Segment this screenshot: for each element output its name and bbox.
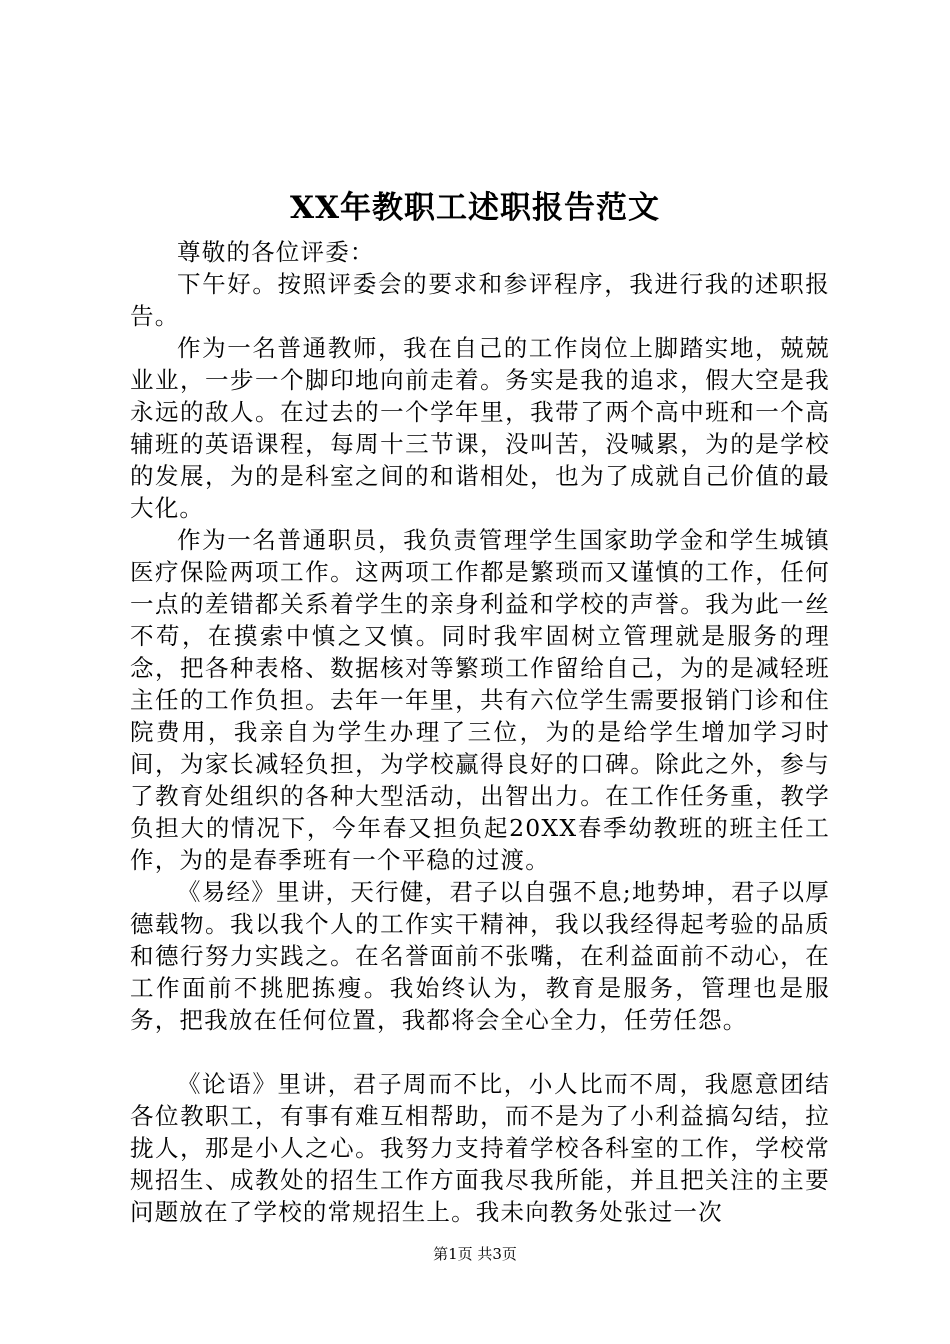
page-number-footer: 第1页 共3页 xyxy=(433,1245,517,1263)
salutation-paragraph: 尊敬的各位评委： xyxy=(177,238,375,266)
document-body xyxy=(130,236,830,1228)
document-title: XX年教职工述职报告范文 xyxy=(289,190,661,226)
teacher-role-paragraph: 作为一名普通教师，我在自己的工作岗位上脚踏实地，兢兢业业，一步一个脚印地向前走着。务实是我的追求，假大空是我永远的敌人。在过去的一个学年里，我带了两个高中班和一个高辅班的英语课程，每周十三节课，没叫苦，没喊累，为的是学校的发展，为的是科室之间的和谐相处，也为了成就自己价值的最大化。 xyxy=(130,334,830,522)
greeting-paragraph: 下午好。按照评委会的要求和参评程序，我进行我的述职报告。 xyxy=(130,270,830,330)
staff-role-paragraph: 作为一名普通职员，我负责管理学生国家助学金和学生城镇医疗保险两项工作。这两项工作都是繁琐而又谨慎的工作，任何一点的差错都关系着学生的亲身利益和学校的声誉。我为此一丝不苟，在摸索中慎之又慎。同时我牢固树立管理就是服务的理念，把各种表格、数据核对等繁琐工作留给自己，为的是减轻班主任的工作负担。去年一年里，共有六位学生需要报销门诊和住院费用，我亲自为学生办理了三位，为的是给学生增加学习时间，为家长减轻负担，为学校赢得良好的口碑。除此之外，参与了教育处组织的各种大型活动，出智出力。在工作任务重，教学负担大的情况下，今年春又担负起20XX春季幼教班的班主任工作，为的是春季班有一个平稳的过渡。 xyxy=(130,526,830,874)
lunyu-paragraph: 《论语》里讲，君子周而不比，小人比而不周，我愿意团结各位教职工，有事有难互相帮助，而不是为了小利益搞勾结，拉拢人，那是小人之心。我努力支持着学校各科室的工作，学校常规招生、成教处的招生工作方面我尽我所能，并且把关注的主要问题放在了学校的常规招生上。我未向教务处张过一次 xyxy=(130,1070,830,1226)
yijing-paragraph: 《易经》里讲，天行健，君子以自强不息;地势坤，君子以厚德载物。我以我个人的工作实干精神，我以我经得起考验的品质和德行努力实践之。在名誉面前不张嘴，在利益面前不动心，在工作面前不挑肥拣瘦。我始终认为，教育是服务，管理也是服务，把我放在任何位置，我都将会全心全力，任劳任怨。 xyxy=(130,878,830,1034)
